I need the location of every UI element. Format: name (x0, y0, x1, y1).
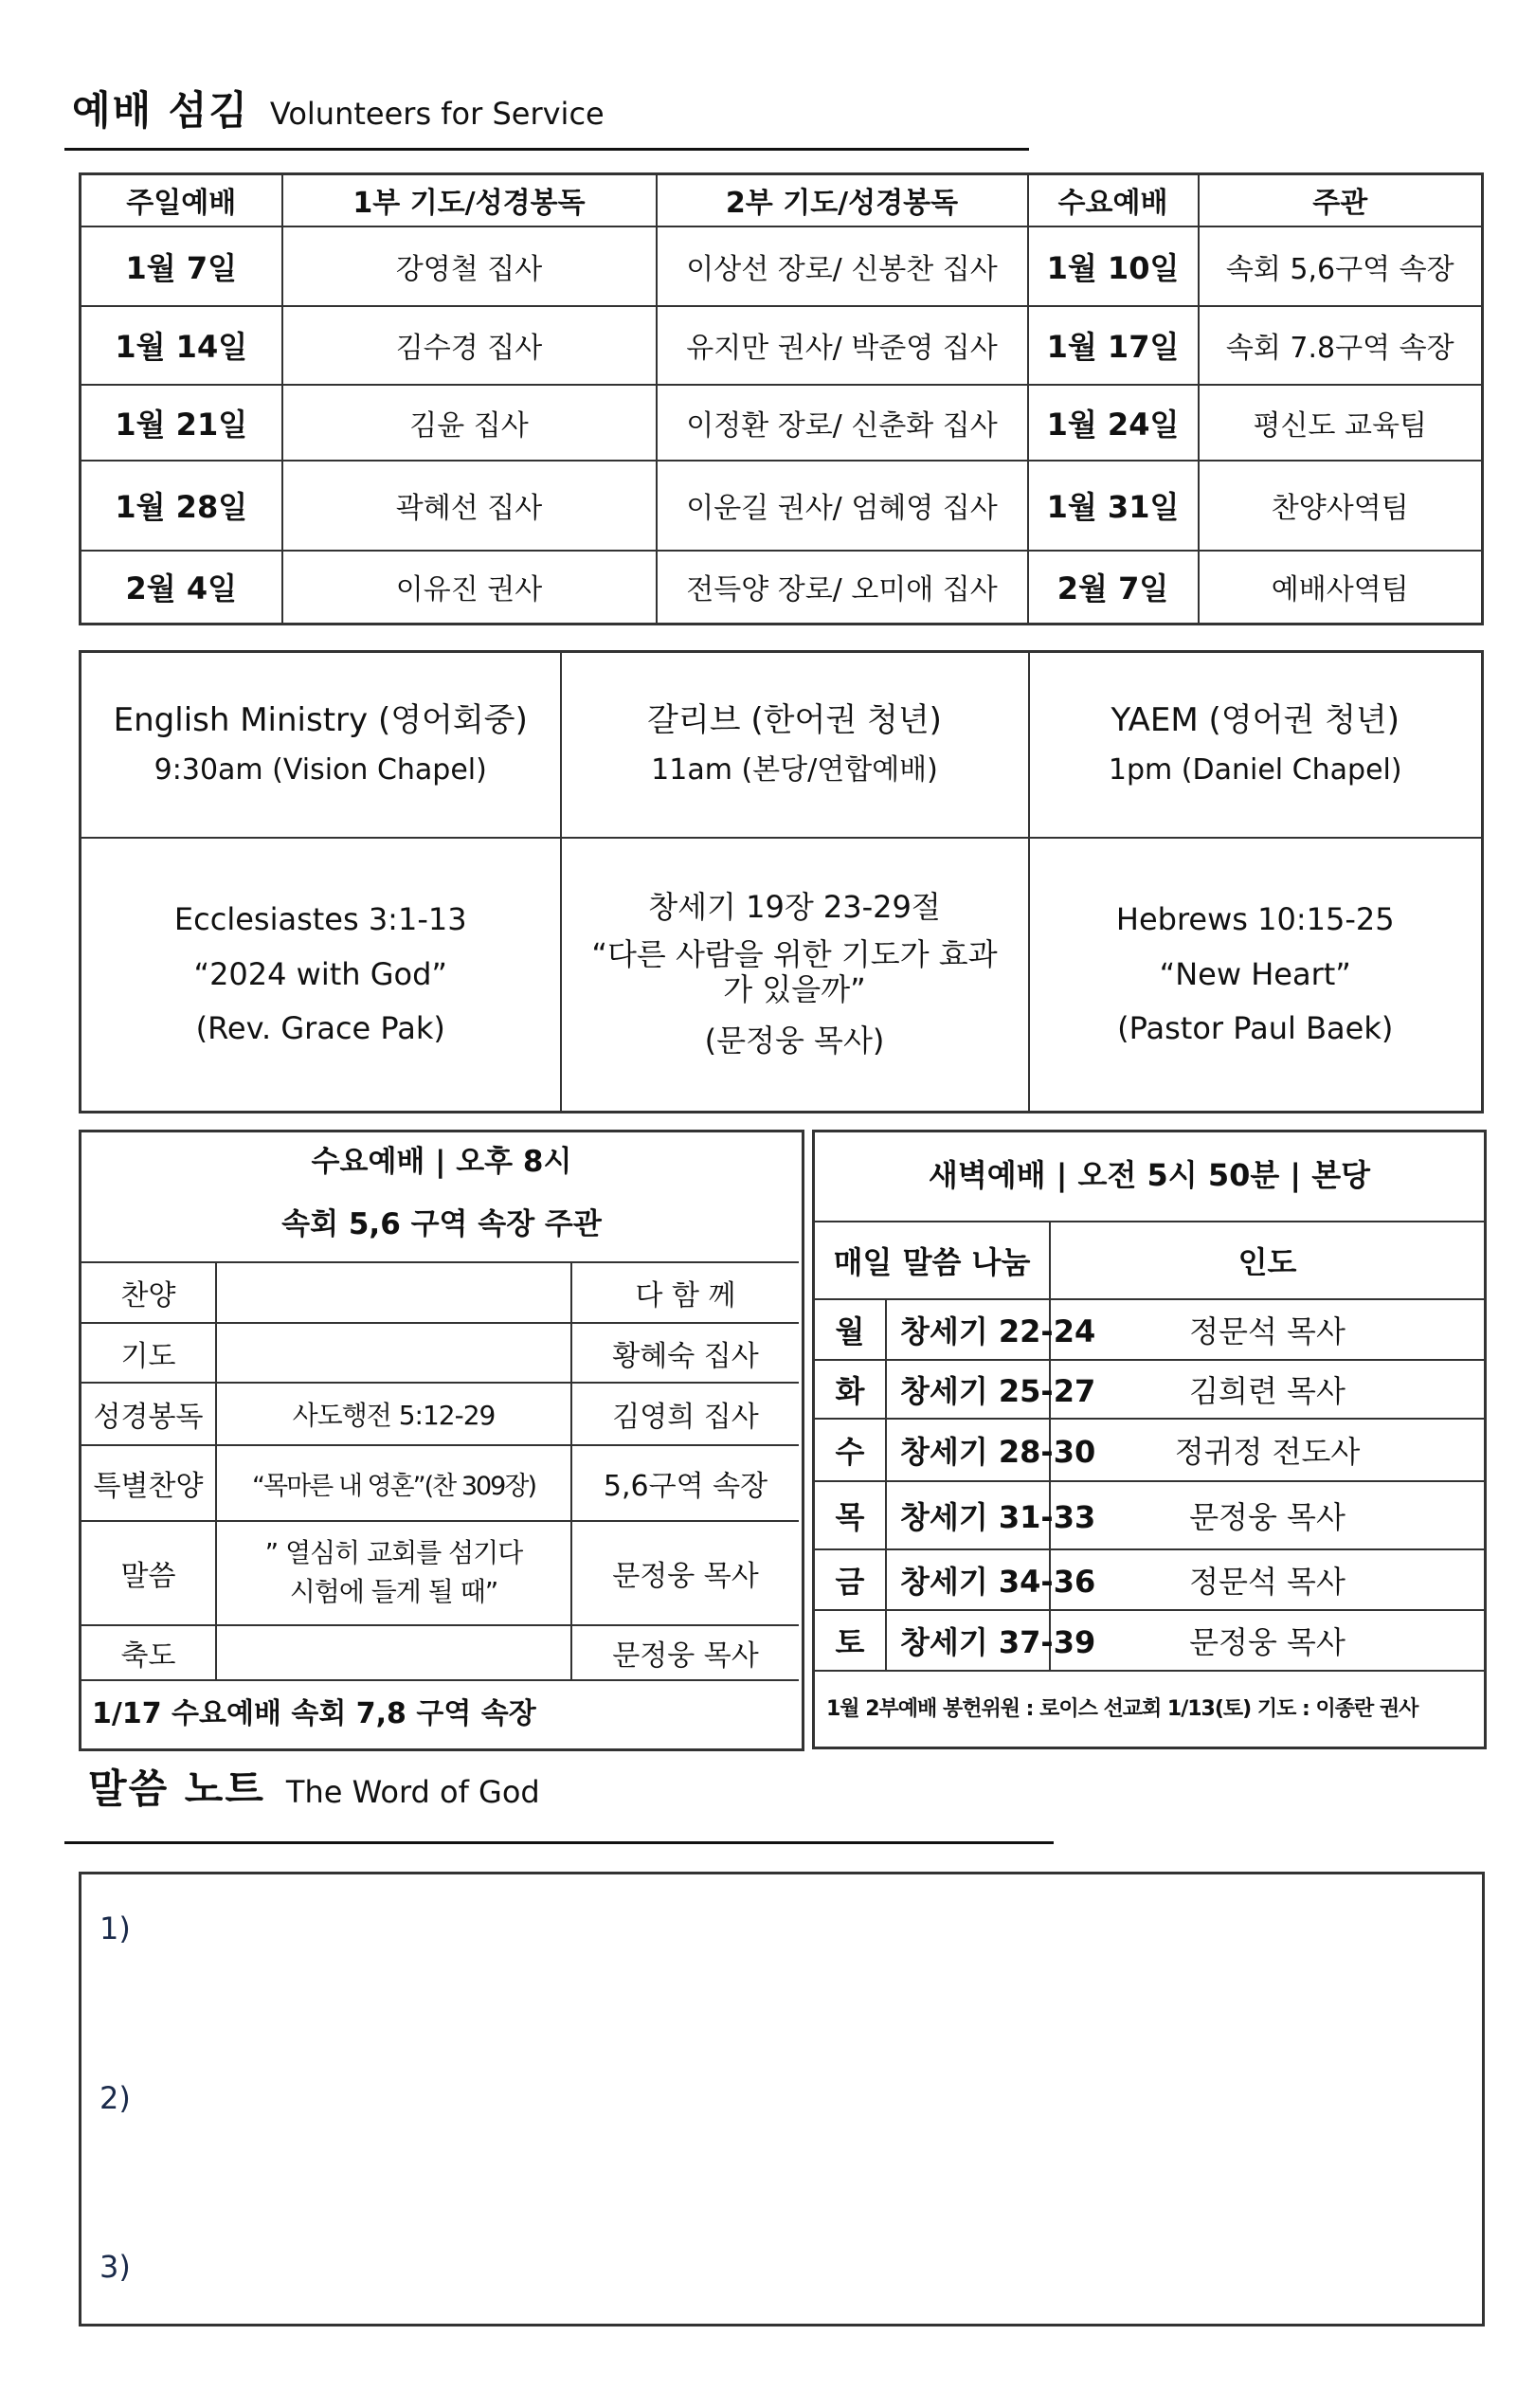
sunday-date: 2월 4일 (81, 551, 282, 625)
table-row (81, 1625, 799, 1680)
header-first-service: 1부 기도/성경봉독 (282, 174, 657, 226)
header-daily-word: 매일 말씀 나눔 (815, 1222, 1050, 1299)
dawn-header-row (815, 1222, 1484, 1299)
dawn-passage: 창세기 28-30 (886, 1419, 1050, 1481)
ministry-name: YAEM (영어권 청년) (1111, 700, 1400, 739)
first-service-volunteer: 김수경 집사 (282, 306, 657, 385)
ministries-header-row (81, 652, 1483, 838)
table-row (81, 551, 1483, 625)
header-leader: 인도 (1050, 1222, 1484, 1299)
dawn-day: 화 (815, 1360, 886, 1419)
table-row (815, 1299, 1484, 1360)
dawn-leader: 문정웅 목사 (1050, 1481, 1484, 1549)
header-second-service: 2부 기도/성경봉독 (657, 174, 1028, 226)
sermon-passage: Hebrews 10:15-25 (1115, 901, 1395, 938)
ministry-yaem (1029, 652, 1483, 838)
dawn-day: 월 (815, 1299, 886, 1360)
dawn-passage: 창세기 37-39 (886, 1610, 1050, 1671)
order-content: ” 열심히 교회를 섬기다 시험에 들게 될 때” (216, 1521, 571, 1625)
note-item-2: 2) (99, 2080, 131, 2116)
order-part: 말씀 (81, 1521, 216, 1625)
dawn-day: 목 (815, 1481, 886, 1549)
dawn-passage: 창세기 25-27 (886, 1360, 1050, 1419)
order-leader: 다 함 께 (571, 1262, 799, 1323)
wednesday-footer: 1/17 수요예배 속회 7,8 구역 속장 (92, 1697, 536, 1730)
notes-title-en: The Word of God (285, 1774, 540, 1810)
sermon-title: “New Heart” (1159, 955, 1351, 992)
wednesday-date: 1월 24일 (1028, 385, 1199, 461)
dawn-leader: 정문석 목사 (1050, 1549, 1484, 1610)
ministry-name: 갈리브 (한어권 청년) (647, 700, 942, 739)
sermon-passage: Ecclesiastes 3:1-13 (173, 901, 467, 938)
order-content (216, 1323, 571, 1383)
order-part: 특별찬양 (81, 1445, 216, 1521)
sermon-preacher: (문정웅 목사) (704, 1023, 885, 1059)
sunday-date: 1월 14일 (81, 306, 282, 385)
dawn-leader: 김희련 목사 (1050, 1360, 1484, 1419)
notes-title-ko: 말씀 노트 (88, 1765, 265, 1812)
first-service-volunteer: 이유진 권사 (282, 551, 657, 625)
dawn-passage: 창세기 31-33 (886, 1481, 1050, 1549)
wednesday-date: 1월 17일 (1028, 306, 1199, 385)
header-sunday: 주일예배 (81, 174, 282, 226)
header-wednesday: 수요예배 (1028, 174, 1199, 226)
notes-title-rule (64, 1841, 1054, 1844)
order-part: 기도 (81, 1323, 216, 1383)
order-leader: 문정웅 목사 (571, 1625, 799, 1680)
volunteers-title (72, 80, 605, 136)
ministries-table (79, 650, 1484, 1113)
table-row (81, 461, 1483, 551)
second-service-volunteer: 이상선 장로/ 신봉찬 집사 (657, 226, 1028, 306)
host: 속회 7.8구역 속장 (1199, 306, 1483, 385)
wednesday-date: 1월 10일 (1028, 226, 1199, 306)
table-row (81, 226, 1483, 306)
notes-box (79, 1872, 1485, 2327)
sermon-yaem (1029, 838, 1483, 1113)
order-part: 성경봉독 (81, 1383, 216, 1445)
dawn-leader: 정귀정 전도사 (1050, 1419, 1484, 1481)
ministry-time: 9:30am (Vision Chapel) (154, 753, 487, 788)
second-service-volunteer: 이운길 권사/ 엄혜영 집사 (657, 461, 1028, 551)
order-content (216, 1262, 571, 1323)
order-content: “목마른 내 영혼”(찬 309장) (216, 1445, 571, 1521)
volunteers-header-row (81, 174, 1483, 226)
note-item-1: 1) (99, 1910, 131, 1946)
first-service-volunteer: 강영철 집사 (282, 226, 657, 306)
wednesday-date: 2월 7일 (1028, 551, 1199, 625)
sermon-english (81, 838, 561, 1113)
wednesday-date: 1월 31일 (1028, 461, 1199, 551)
first-service-volunteer: 곽혜선 집사 (282, 461, 657, 551)
sermon-title: “다른 사람을 위한 기도가 효과가 있을까” (591, 936, 998, 1008)
wednesday-title: 수요예배 | 오후 8시 (311, 1145, 572, 1179)
table-row (81, 1445, 799, 1521)
dawn-day: 금 (815, 1549, 886, 1610)
header-host: 주관 (1199, 174, 1483, 226)
table-row (81, 385, 1483, 461)
sunday-date: 1월 21일 (81, 385, 282, 461)
order-content (216, 1625, 571, 1680)
host: 예배사역팀 (1199, 551, 1483, 625)
volunteers-title-rule (64, 148, 1029, 151)
dawn-day: 수 (815, 1419, 886, 1481)
sunday-date: 1월 28일 (81, 461, 282, 551)
ministry-galeb (561, 652, 1029, 838)
dawn-passage: 창세기 22-24 (886, 1299, 1050, 1360)
second-service-volunteer: 이정환 장로/ 신춘화 집사 (657, 385, 1028, 461)
volunteers-title-ko: 예배 섬김 (72, 87, 249, 134)
order-leader: 5,6구역 속장 (571, 1445, 799, 1521)
order-leader: 김영희 집사 (571, 1383, 799, 1445)
first-service-volunteer: 김윤 집사 (282, 385, 657, 461)
table-row (815, 1360, 1484, 1419)
ministries-sermon-row (81, 838, 1483, 1113)
wednesday-order-table (81, 1261, 799, 1681)
note-item-3: 3) (99, 2249, 131, 2285)
order-part: 축도 (81, 1625, 216, 1680)
sermon-galeb (561, 838, 1029, 1113)
order-part: 찬양 (81, 1262, 216, 1323)
sermon-preacher: (Pastor Paul Baek) (1117, 1009, 1394, 1046)
second-service-volunteer: 유지만 권사/ 박준영 집사 (657, 306, 1028, 385)
order-content: 사도행전 5:12-29 (216, 1383, 571, 1445)
table-row (81, 1383, 799, 1445)
table-row (81, 1323, 799, 1383)
table-row (81, 306, 1483, 385)
table-row (815, 1419, 1484, 1481)
sunday-date: 1월 7일 (81, 226, 282, 306)
host: 평신도 교육팀 (1199, 385, 1483, 461)
table-row (815, 1549, 1484, 1610)
table-row (815, 1610, 1484, 1671)
table-row (81, 1262, 799, 1323)
host: 속회 5,6구역 속장 (1199, 226, 1483, 306)
notes-title (88, 1758, 540, 1815)
ministry-time: 11am (본당/연합예배) (651, 753, 938, 788)
second-service-volunteer: 전득양 장로/ 오미애 집사 (657, 551, 1028, 625)
wednesday-subtitle: 속회 5,6 구역 속장 주관 (281, 1207, 602, 1241)
dawn-passage: 창세기 34-36 (886, 1549, 1050, 1610)
dawn-footer: 1월 2부예배 봉헌위원 : 로이스 선교회 1/13(토) 기도 : 이종란 권사 (826, 1697, 1418, 1721)
volunteers-table (79, 172, 1484, 625)
sermon-title: “2024 with God” (193, 955, 447, 992)
table-row (815, 1481, 1484, 1549)
host: 찬양사역팀 (1199, 461, 1483, 551)
dawn-leader: 정문석 목사 (1050, 1299, 1484, 1360)
ministry-name: English Ministry (영어회중) (113, 700, 528, 739)
ministry-english (81, 652, 561, 838)
order-leader: 문정웅 목사 (571, 1521, 799, 1625)
table-row (81, 1521, 799, 1625)
dawn-title: 새벽예배 | 오전 5시 50분 | 본당 (928, 1157, 1371, 1193)
sermon-preacher: (Rev. Grace Pak) (195, 1009, 445, 1046)
sermon-passage: 창세기 19장 23-29절 (648, 889, 941, 926)
dawn-day: 토 (815, 1610, 886, 1671)
dawn-schedule-table (815, 1221, 1484, 1672)
order-leader: 황혜숙 집사 (571, 1323, 799, 1383)
ministry-time: 1pm (Daniel Chapel) (1108, 753, 1402, 788)
volunteers-title-en: Volunteers for Service (269, 96, 605, 132)
dawn-leader: 문정웅 목사 (1050, 1610, 1484, 1671)
